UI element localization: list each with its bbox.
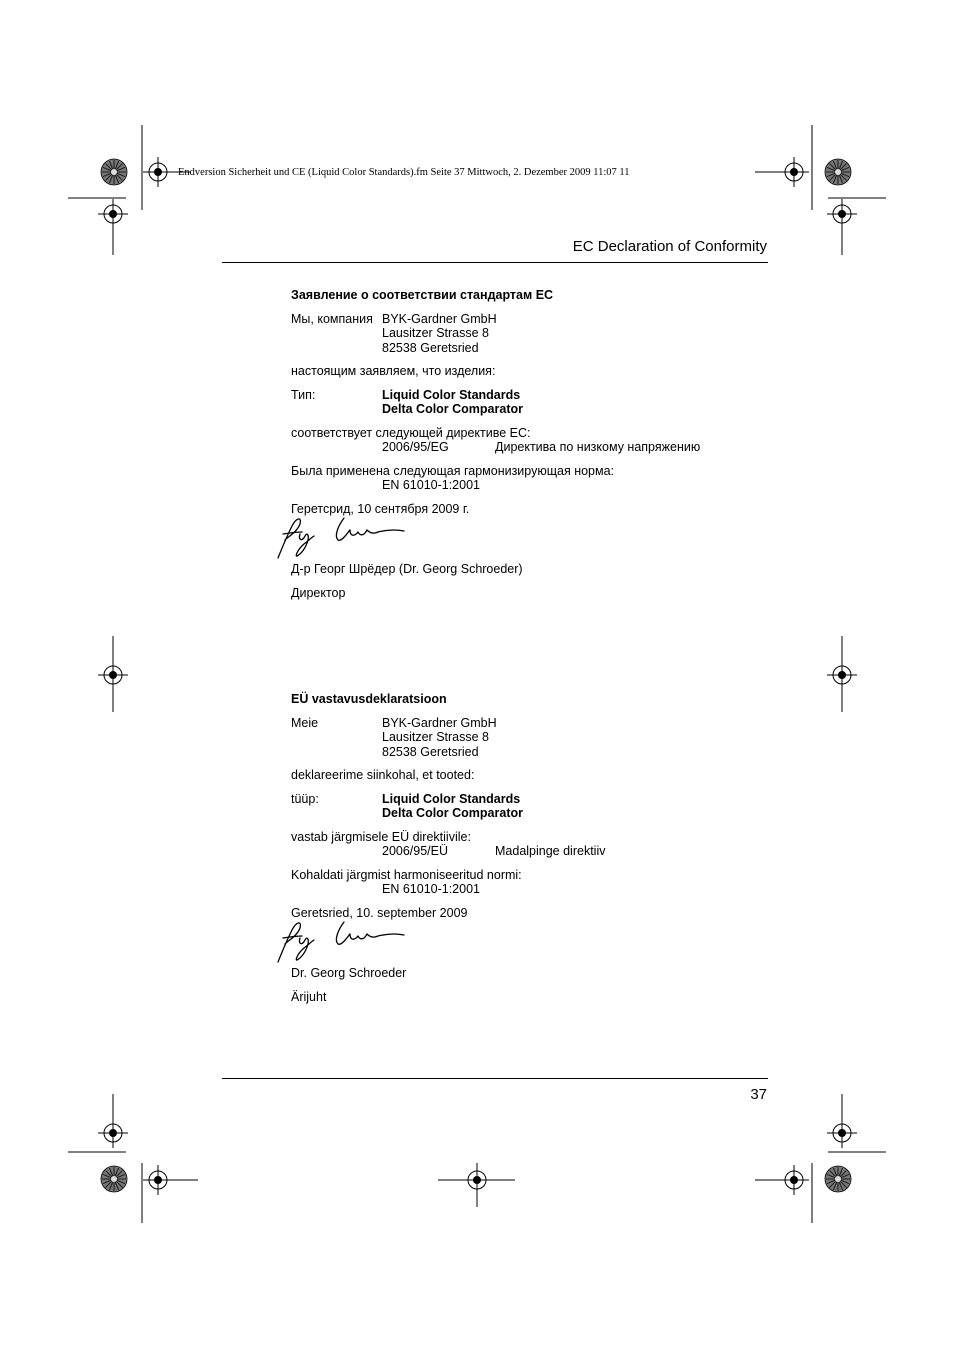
declare-statement: deklareerime siinkohal, et tooted: — [291, 768, 475, 782]
registration-mark-icon — [98, 199, 128, 229]
signatory-position: Ärijuht — [291, 989, 327, 1004]
slug-line: Endversion Sicherheit und CE (Liquid Color Standards).fm Seite 37 Mittwoch, 2. Dezember 2009 11:07 11 — [178, 167, 630, 178]
product-list — [382, 388, 523, 417]
footer-rule — [222, 1078, 768, 1079]
directive-name: Madalpinge direktiiv — [495, 844, 606, 858]
directive-code: 2006/95/EÜ — [382, 844, 449, 858]
page-number: 37 — [750, 1086, 767, 1103]
color-target-icon — [825, 159, 851, 185]
color-target-icon — [101, 1166, 127, 1192]
norm-intro: Kohaldati järgmist harmoniseeritud normi: — [291, 867, 522, 882]
directive-row — [291, 844, 605, 859]
color-target-icon — [825, 1166, 851, 1192]
registration-mark-icon — [827, 660, 857, 690]
company-city: 82538 Geretsried — [382, 744, 479, 759]
norm-value: EN 61010-1:2001 — [382, 478, 480, 492]
registration-mark-icon — [143, 157, 173, 187]
registration-mark-icon — [98, 1118, 128, 1148]
product-name: Liquid Color Standards — [382, 791, 521, 806]
type-label: tüüp: — [291, 791, 319, 806]
registration-mark-icon — [827, 199, 857, 229]
company-name: BYK-Gardner GmbH — [382, 311, 497, 326]
page-header-title: EC Declaration of Conformity — [572, 238, 767, 255]
product-list — [382, 792, 523, 821]
signatory-position: Директор — [291, 585, 346, 600]
registration-mark-icon — [143, 1165, 173, 1195]
signature-image — [274, 512, 424, 562]
product-type-block — [291, 792, 605, 821]
type-label: Тип: — [291, 387, 316, 402]
product-name: Liquid Color Standards — [382, 387, 521, 402]
signature-image — [274, 916, 424, 966]
place-date: Geretsried, 10. september 2009 — [291, 905, 468, 920]
registration-mark-icon — [827, 1118, 857, 1148]
section-heading: EÜ vastavusdeklaratsioon — [291, 692, 447, 706]
registration-mark-icon — [462, 1165, 492, 1195]
directive-code: 2006/95/EG — [382, 440, 449, 454]
section-heading: Заявление о соответствии стандартам ЕС — [291, 288, 554, 302]
norm-value: EN 61010-1:2001 — [382, 882, 480, 896]
company-address — [382, 716, 497, 760]
declaration-section-et — [291, 692, 605, 1004]
header-rule — [222, 262, 768, 263]
signatory-name: Dr. Georg Schroeder — [291, 966, 407, 980]
declare-statement: настоящим заявляем, что изделия: — [291, 364, 496, 378]
color-target-icon — [101, 159, 127, 185]
product-type-block — [291, 388, 700, 417]
registration-mark-icon — [779, 1165, 809, 1195]
registration-mark-icon — [779, 157, 809, 187]
we-label: Мы, компания — [291, 311, 373, 326]
product-name: Delta Color Comparator — [382, 806, 523, 820]
product-name: Delta Color Comparator — [382, 402, 523, 416]
directive-intro: соответствует следующей директиве ЕС: — [291, 425, 531, 440]
company-address — [382, 312, 497, 356]
company-name: BYK-Gardner GmbH — [382, 715, 497, 730]
directive-row — [291, 440, 700, 455]
registration-mark-icon — [98, 660, 128, 690]
manufacturer-block — [291, 716, 605, 760]
place-date: Геретсрид, 10 сентября 2009 г. — [291, 501, 470, 516]
directive-name: Директива по низкому напряжению — [495, 440, 701, 454]
norm-intro: Была применена следующая гармонизирующая норма: — [291, 463, 615, 478]
signatory-name: Д-р Георг Шрёдер (Dr. Georg Schroeder) — [291, 562, 523, 576]
company-street: Lausitzer Strasse 8 — [382, 730, 489, 744]
company-street: Lausitzer Strasse 8 — [382, 326, 489, 340]
manufacturer-block — [291, 312, 700, 356]
directive-intro: vastab järgmisele EÜ direktiivile: — [291, 829, 471, 844]
declaration-section-ru — [291, 288, 700, 600]
company-city: 82538 Geretsried — [382, 340, 479, 355]
we-label: Meie — [291, 715, 319, 730]
